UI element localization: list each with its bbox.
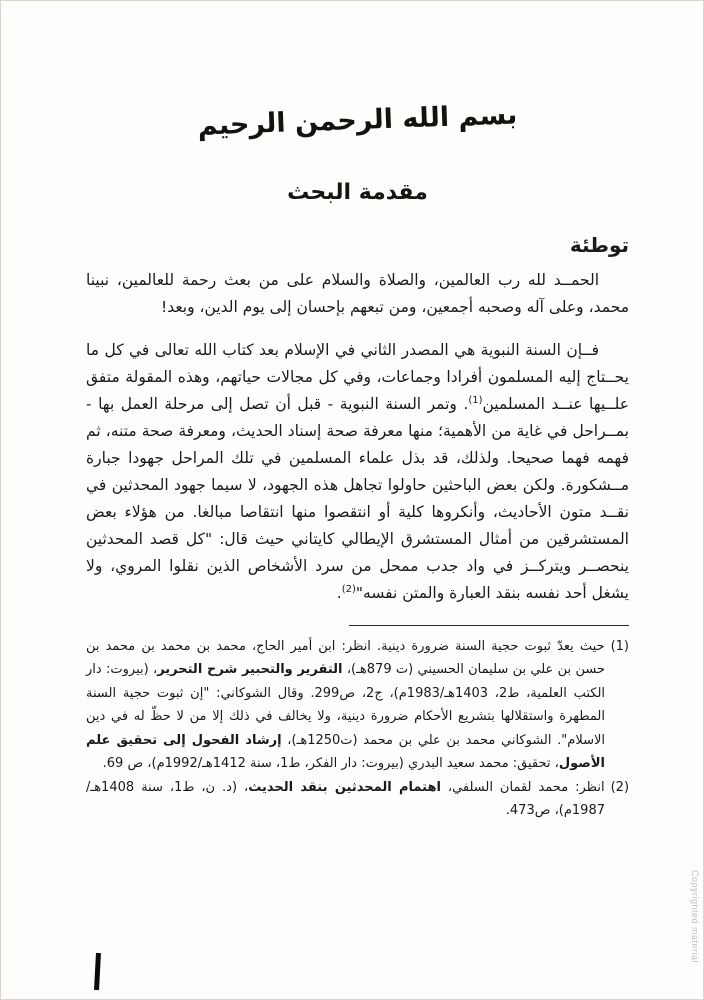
paragraph-2-text-a: فــإن السنة النبوية هي المصدر الثاني في الإسلام بعد كتاب الله تعالى في كل ما يحــتاج إليه المسلمون أفرادا وجماعات، وفي كل مجالات حياتهم، وهذه المقولة متفق علــيها عنــد المسلمين xyxy=(86,340,630,413)
page-content xyxy=(86,1,629,823)
basmala-calligraphy: بسم الله الرحمن الرحيم xyxy=(197,99,518,142)
copyright-watermark: Copyrighted material xyxy=(690,869,700,963)
footnote-1-book-title-2: إرشاد الفحول إلى تحقيق علم الأصول xyxy=(86,732,605,771)
footnote-2-book-title: اهتمام المحدثين بنقد الحديث xyxy=(248,779,441,795)
footnote-1-text-b: ، (بيروت: دار الكتب العلمية، ط2، 1403هـ/1983م)، ج2، ص299. وقال الشوكاني: "إن ثبوت حجية السنة المطهرة واستقلالها بتشريع الأحكام ضرورة دينية، ولا يخالف في ذلك إلا من لا حظّ له في دين الاسلام". الشوكاني محمد بن علي بن محمد (ت1250هـ)، xyxy=(86,662,606,748)
footnote-ref-2: (2) xyxy=(341,583,356,595)
scan-ink-mark xyxy=(94,953,101,990)
footnote-2 xyxy=(86,776,629,823)
footnote-separator xyxy=(349,625,629,626)
footnote-2-text-b: ، (د. ن، ط1، سنة 1408هـ/ 1987م)، ص473. xyxy=(86,779,605,818)
footnote-2-text-a: انظر: محمد لقمان السلفي، xyxy=(440,779,605,795)
document-title: مقدمة البحث xyxy=(287,180,428,205)
footnote-1-text-a: حيث يعدّ ثبوت حجية السنة ضرورة دينية. انظر: ابن أمير الحاج، محمد بن محمد بن محمد بن حسن بن علي بن سليمان الحسيني (ت 879هـ)، xyxy=(86,638,605,677)
footnotes-section xyxy=(86,635,629,823)
paragraph-2-text-c: . xyxy=(336,583,342,602)
section-heading: توطئة xyxy=(569,233,629,257)
footnote-1-marker: (1) xyxy=(610,638,629,654)
footnote-1-book-title-1: التقرير والتحبير شرح التحرير xyxy=(157,662,343,677)
paragraph-2-text-b: . وتمر السنة النبوية - قبل أن تصل إلى مرحلة العمل بها - بمــراحل في غاية من الأهمية؛ منها معرفة صحة إسناد الحديث، ومعرفة صحة متنه، ثم فهمه فهما صحيحا. ولذلك، قد بذل علماء المسلمين في تلك المراحل جهودا جبارة مــشكورة. ولكن بعض الباحثين حاولوا تجاهل هذه الجهود، لا سيما جهود المحدثين في نقــد متون الأحاديث، وأنكروها كلية أو انتقصوا منها انتقاصا مبالغا. من هؤلاء بعض المستشرقين من أمثال المستشرق الإيطالي كايتاني حيث قال: "كل قصد المحدثين ينحصــر ويتركــز في واد جدب ممحل من سرد الأشخاص الذين نقلوا المروي، ولا يشغل أحد نفسه بنقد العبارة والمتن نفسه" xyxy=(86,394,629,602)
body-paragraph-1: الحمــد لله رب العالمين، والصلاة والسلام على من بعث رحمة للعالمين، نبينا محمد، وعلى آله وصحبه أجمعين، ومن تبعهم بإحسان إلى يوم الدين، وبعد! xyxy=(86,271,629,316)
footnote-2-marker: (2) xyxy=(610,779,630,795)
footnote-ref-1: (1) xyxy=(468,394,483,406)
footnote-1-text-c: ، تحقيق: محمد سعيد البدري (بيروت: دار الفكر، ط1، سنة 1412هـ/1992م)، ص 69. xyxy=(102,756,559,771)
footnote-1 xyxy=(86,635,629,776)
body-paragraph-2 xyxy=(86,337,629,607)
